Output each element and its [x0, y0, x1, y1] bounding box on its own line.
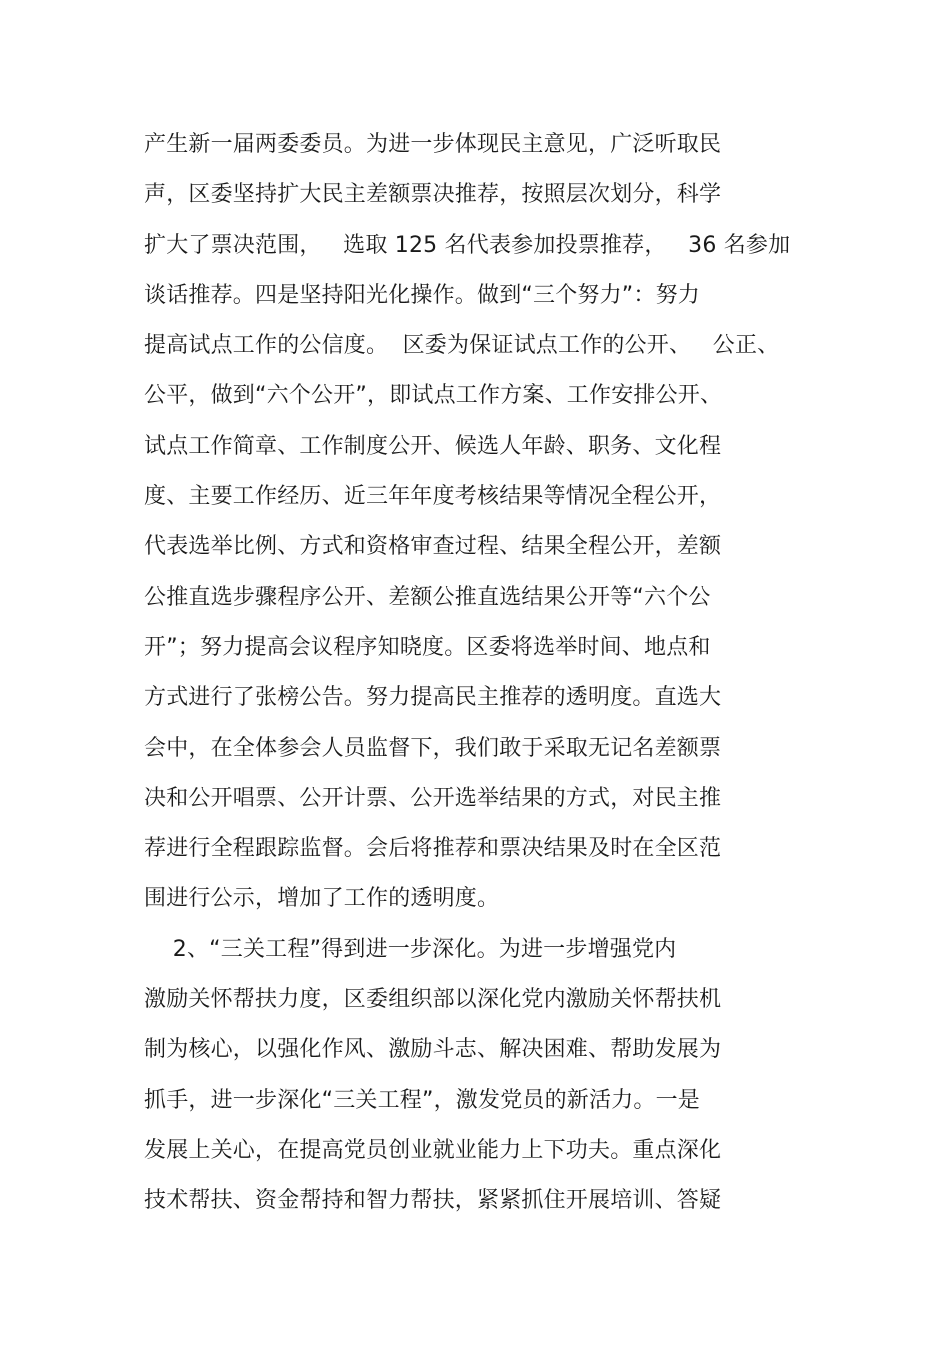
- text-line: 公推直选步骤程序公开、差额公推直选结果公开等“六个公: [144, 584, 711, 610]
- text-line: 决和公开唱票、公开计票、公开选举结果的方式，对民主推: [144, 785, 722, 811]
- text-line: 谈话推荐。四是坚持阳光化操作。做到“三个努力”：努力: [144, 282, 700, 308]
- body-text: [144, 120, 844, 1227]
- text-line: 技术帮扶、资金帮持和智力帮扶，紧紧抓住开展培训、答疑: [144, 1188, 722, 1214]
- text-line: 扩大了票决范围， 选取 125 名代表参加投票推荐， 36 名参加: [144, 232, 791, 258]
- text-line: 会中，在全体参会人员监督下，我们敢于采取无记名差额票: [144, 735, 722, 761]
- text-line: 产生新一届两委委员。为进一步体现民主意见，广泛听取民: [144, 132, 722, 157]
- text-line: 代表选举比例、方式和资格审查过程、结果全程公开，差额: [144, 534, 722, 560]
- text-line: 方式进行了张榜公告。努力提高民主推荐的透明度。直选大: [144, 685, 722, 711]
- text-line: 度、主要工作经历、近三年年度考核结果等情况全程公开，: [144, 484, 722, 510]
- text-line: 发展上关心，在提高党员创业就业能力上下功夫。重点深化: [144, 1137, 722, 1163]
- text-line: 开”；努力提高会议程序知晓度。区委将选举时间、地点和: [144, 634, 711, 660]
- text-line: 抓手，进一步深化“三关工程”，激发党员的新活力。一是: [144, 1087, 700, 1113]
- text-line: 公平，做到“六个公开”，即试点工作方案、工作安排公开、: [144, 383, 723, 409]
- text-line: 围进行公示，增加了工作的透明度。: [144, 886, 500, 912]
- text-line: 激励关怀帮扶力度，区委组织部以深化党内激励关怀帮扶机: [144, 987, 722, 1013]
- text-line: 提高试点工作的公信度。 区委为保证试点工作的公开、 公正、: [144, 333, 780, 359]
- paragraph-start-line: 2、“三关工程”得到进一步深化。为进一步增强党内: [144, 936, 677, 962]
- text-line: 荐进行全程跟踪监督。会后将推荐和票决结果及时在全区范: [144, 836, 722, 862]
- text-line: 声，区委坚持扩大民主差额票决推荐，按照层次划分，科学: [144, 182, 722, 208]
- text-line: 制为核心，以强化作风、激励斗志、解决困难、帮助发展为: [144, 1037, 722, 1063]
- text-line: 试点工作简章、工作制度公开、候选人年龄、职务、文化程: [144, 433, 722, 459]
